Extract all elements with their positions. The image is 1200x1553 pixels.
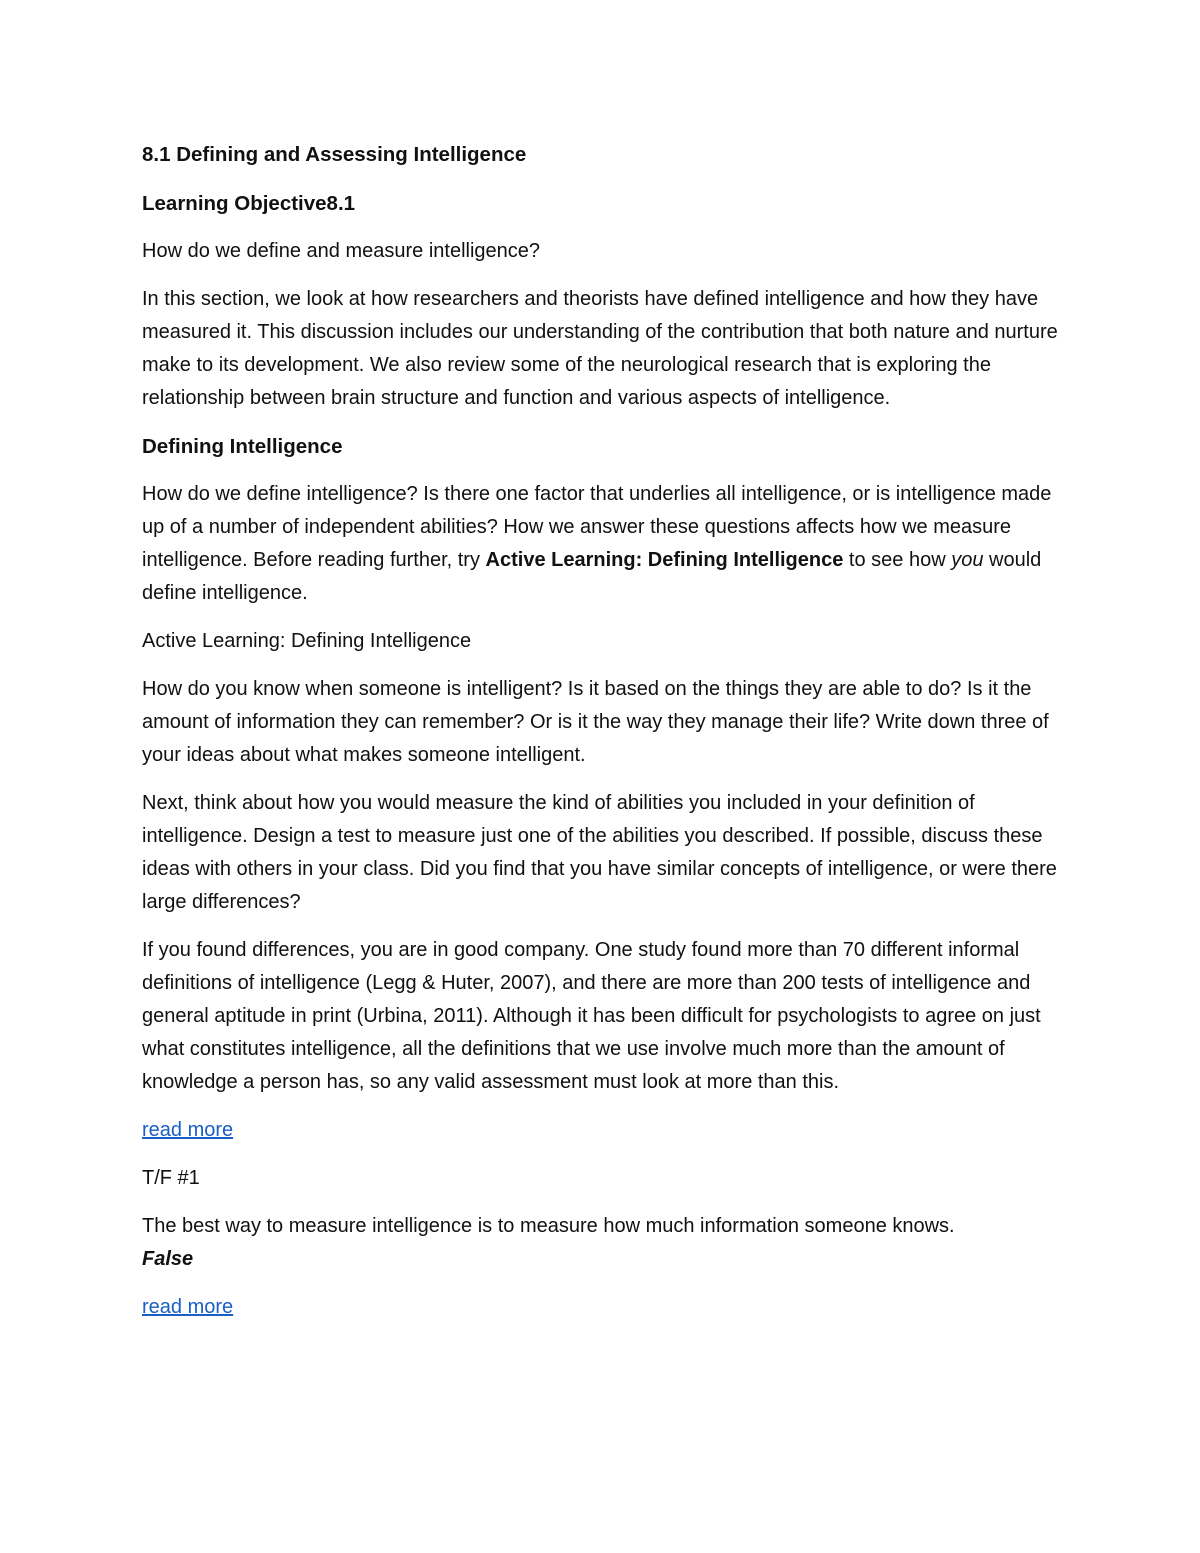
defining-intelligence-paragraph [142, 478, 1072, 610]
defining-intelligence-heading: Defining Intelligence [142, 435, 343, 458]
defining-text-after: would define intelligence. [142, 549, 1042, 604]
defining-text-emphasis: you [951, 549, 984, 571]
read-more-link-1[interactable]: read more [142, 1119, 234, 1141]
active-learning-title: Active Learning: Defining Intelligence [142, 630, 472, 652]
defining-text-middle: to see how [843, 549, 952, 571]
document-page [142, 138, 1072, 1339]
true-false-statement: The best way to measure intelligence is to measure how much information someone knows. [142, 1215, 955, 1237]
section-title: 8.1 Defining and Assessing Intelligence [142, 143, 527, 166]
read-more-link-2[interactable]: read more [142, 1296, 234, 1318]
true-false-label: T/F #1 [142, 1167, 200, 1189]
active-learning-reference: Active Learning: Defining Intelligence [485, 549, 844, 571]
active-learning-paragraph-1: How do you know when someone is intelligent? Is it based on the things they are able to do? Is it the amount of information they can remember? Or is it the way they manage their life? Write down three of your ideas about what makes someone intelligent. [142, 678, 1049, 766]
active-learning-paragraph-2: Next, think about how you would measure the kind of abilities you included in your definition of intelligence. Design a test to measure just one of the abilities you described. If possible, discuss these ideas with others in your class. Did you find that you have similar concepts of intelligence, or were there large differences? [142, 792, 1057, 913]
learning-objective-label: Learning Objective8.1 [142, 192, 356, 215]
true-false-question [142, 1210, 1072, 1276]
differences-paragraph: If you found differences, you are in good company. One study found more than 70 different informal definitions of intelligence (Legg & Huter, 2007), and there are more than 200 tests of intelligence and general aptitude in print (Urbina, 2011). Although it has been difficult for psychologists to agree on just what constitutes intelligence, all the definitions that we use involve much more than the amount of knowledge a person has, so any valid assessment must look at more than this. [142, 939, 1041, 1093]
defining-text-before: How do we define intelligence? Is there one factor that underlies all intelligence, or is intelligence made up of a number of independent abilities? How we answer these questions affects how we measure intelligence. Before reading further, try [142, 483, 1052, 571]
learning-objective-question: How do we define and measure intelligence? [142, 240, 541, 262]
true-false-answer: False [142, 1248, 194, 1270]
intro-paragraph: In this section, we look at how researchers and theorists have defined intelligence and how they have measured it. This discussion includes our understanding of the contribution that both nature and nurture make to its development. We also review some of the neurological research that is exploring the relationship between brain structure and function and various aspects of intelligence. [142, 288, 1058, 409]
